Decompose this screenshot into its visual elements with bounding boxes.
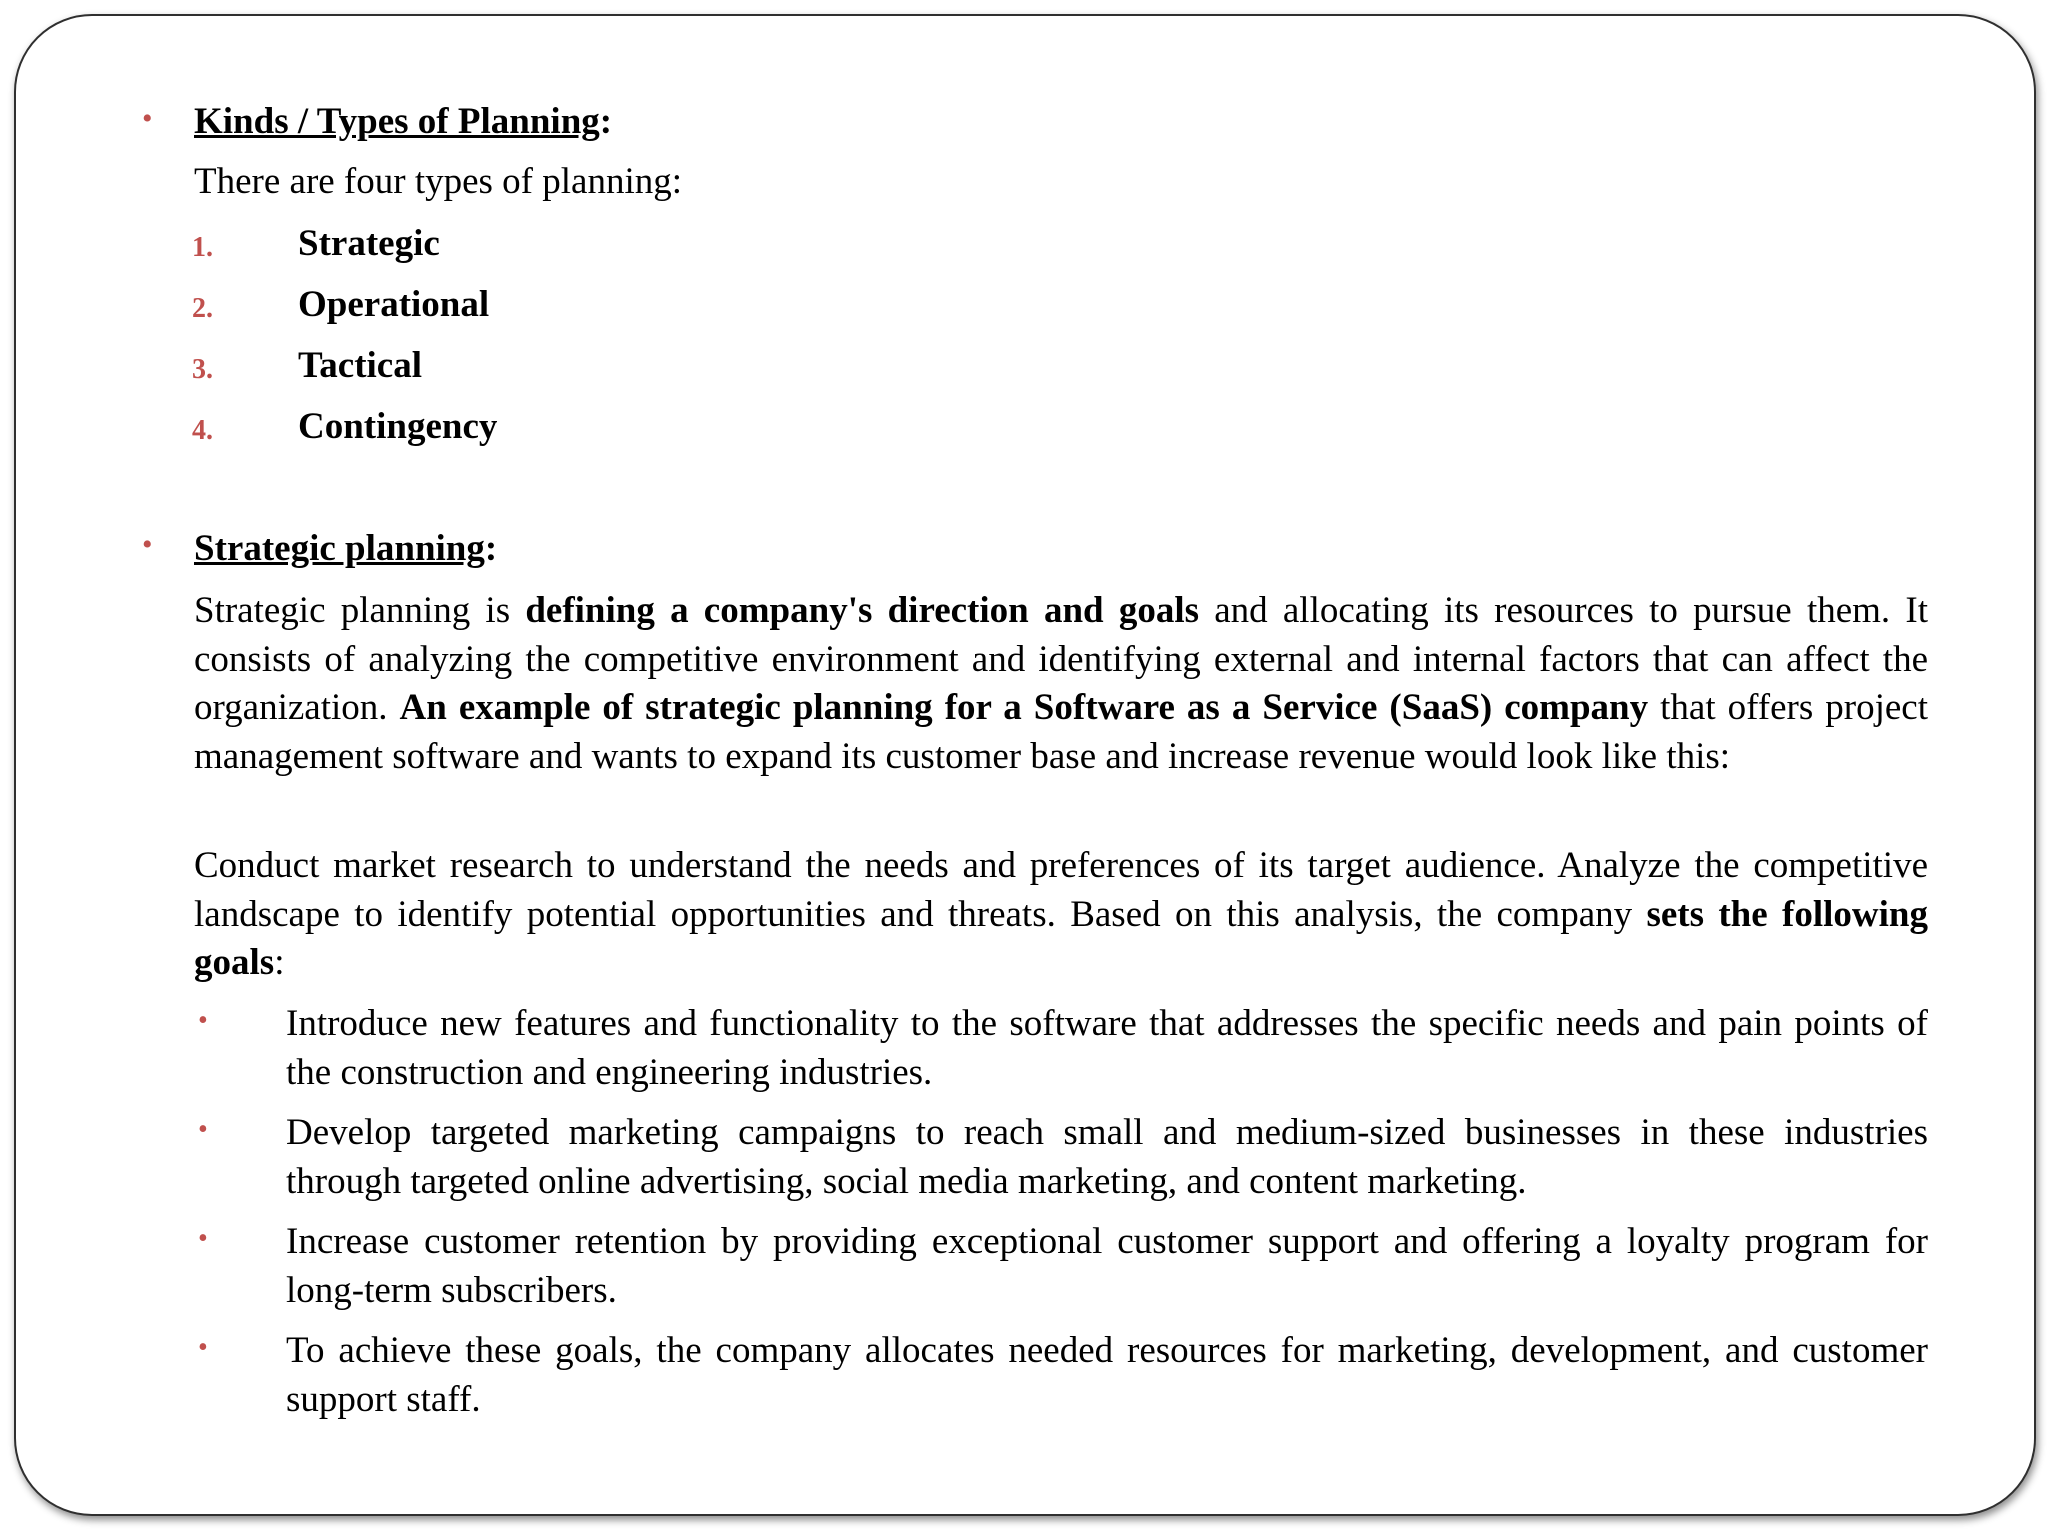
section-heading-types: Kinds / Types of Planning: [194, 101, 613, 142]
bullet-icon: • [198, 1332, 208, 1363]
list-item-operational: Operational [298, 284, 490, 325]
list-number: 1. [192, 232, 213, 263]
list-number: 4. [192, 415, 213, 446]
goal-item: Develop targeted marketing campaigns to reach small and medium-sized businesses in these industries through targeted online advertising, social media marketing, and content marketing. [286, 1112, 1928, 1202]
types-intro: There are four types of planning: [194, 161, 683, 202]
bullet-icon: • [142, 102, 153, 135]
list-number: 2. [192, 293, 213, 324]
list-item-strategic: Strategic [298, 223, 440, 264]
research-paragraph: Conduct market research to understand the needs and preferences of its target audience. Analyze the competitive landscape to identify potential opportunities and threats. Based on this analysis, the company sets the following goals: [194, 845, 1928, 983]
section-heading-strategic: Strategic planning: [194, 528, 498, 569]
goal-item: To achieve these goals, the company allocates needed resources for marketing, development, and customer support staff. [286, 1330, 1928, 1420]
bullet-icon: • [198, 1114, 208, 1145]
strategic-paragraph: Strategic planning is defining a company's direction and goals and allocating its resources to pursue them. It consists of analyzing the competitive environment and identifying external and internal factors that can affect the organization. An example of strategic planning for a Software as a Service (SaaS) company that offers project management software and wants to expand its customer base and increase revenue would look like this: [194, 590, 1929, 777]
bullet-icon: • [198, 1223, 208, 1254]
goal-item: Increase customer retention by providing exceptional customer support and offering a loyalty program for long-term subscribers. [286, 1221, 1928, 1311]
list-item-tactical: Tactical [298, 345, 423, 386]
goal-item: Introduce new features and functionality to the software that addresses the specific needs and pain points of the construction and engineering industries. [286, 1003, 1928, 1093]
list-number: 3. [192, 354, 213, 385]
bullet-icon: • [142, 528, 153, 561]
bullet-icon: • [198, 1005, 208, 1036]
list-item-contingency: Contingency [298, 406, 498, 447]
